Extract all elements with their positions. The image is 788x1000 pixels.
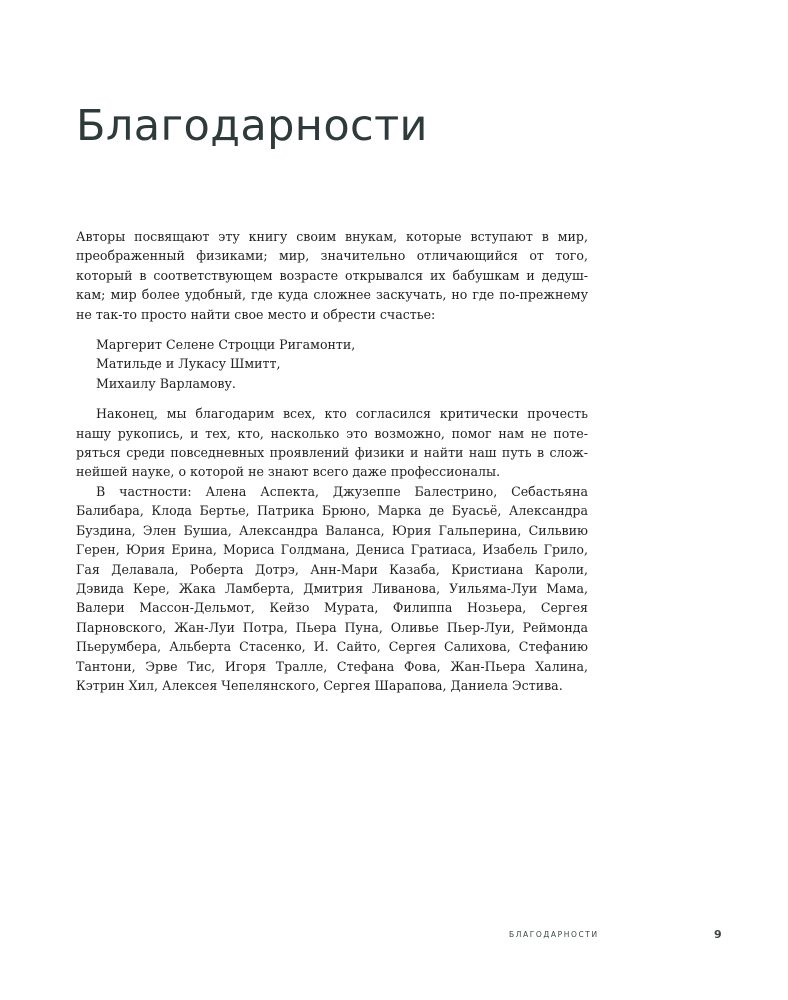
dedication-list xyxy=(76,335,588,393)
body-text xyxy=(76,227,588,695)
chapter-title: Благодарности xyxy=(76,101,428,151)
thanks-paragraph: Наконец, мы благодарим всех, кто согласился критически прочесть нашу рукопись, и тех, кто, насколько это возможно, помог нам не потеряться среди повседневных проявлений физики и найти наш путь в сложнейшей науке, о которой не знают всего даже профессионалы. xyxy=(76,406,588,480)
names-paragraph: В частности: Алена Аспекта, Джузеппе Балестрино, Себастьяна Балибара, Клода Бертье, Патрика Брюно, Марка де Буасьё, Александра Буздина, Элен Бушиа, Александра Валанса, Юрия Гальперина, Сильвию Герен, Юрия Ерина, Мориса Голдмана, Дениса Гратиаса, Изабель Грило, Гая Делавала, Роберта Дотрэ, Анн-Мари Казаба, Кристиана Кароли, Дэвида Кере, Жака Ламберта, Дмитрия Ливанова, Уильяма-Луи Мама, Валери Массон-Дельмот, Кейзо Мурата, Филиппа Нозьера, Сергея Парновского, Жан-Луи Потра, Пьера Пуна, Оливье Пьер-Луи, Реймонда Пьерумбера, Альберта Стасенко, И. Сайто, Сергея Салихова, Стефанию Тантони, Эрве Тис, Игоря Тралле, Стефана Фова, Жан-Пьера Халина, Кэтрин Хил, Алексея Чепелянского, Сергея Шарапова, Даниела Эстива. xyxy=(76,483,588,693)
dedication-line: Матильде и Лукасу Шмитт, xyxy=(96,356,281,372)
page-number: 9 xyxy=(714,928,722,941)
running-head: БЛАГОДАРНОСТИ xyxy=(509,930,599,939)
dedication-line: Михаилу Варламову. xyxy=(96,375,236,391)
dedication-line: Маргерит Селене Строцци Ригамонти, xyxy=(96,337,356,353)
intro-paragraph: Авторы посвящают эту книгу своим внукам, которые вступают в мир, преображенный физиками; мир, значительно отличающийся от того, который в соответствующем возрасте открывался их бабушкам и дедушкам; мир более удобный, где куда сложнее заскучать, но где по-прежнему не так-то просто найти свое место и обрести счастье: xyxy=(76,229,588,322)
